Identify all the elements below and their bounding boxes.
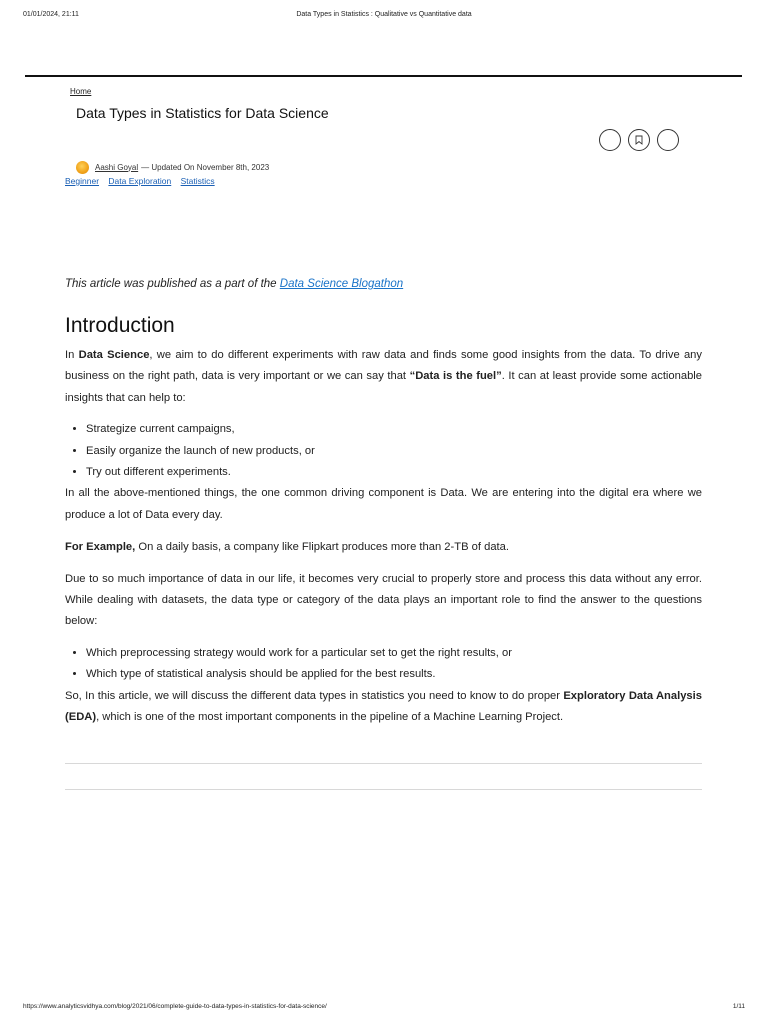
bold-text: “Data is the fuel” xyxy=(409,370,502,383)
author-link[interactable]: Aashi Goyal xyxy=(95,162,139,172)
bold-text: Data Science xyxy=(78,349,150,361)
list-item: • Which preprocessing strategy would work for a particular set to get the right results, or xyxy=(86,643,702,664)
blogathon-link[interactable]: Data Science Blogathon xyxy=(279,278,404,290)
text: In xyxy=(65,349,79,361)
breadcrumb-home-link[interactable]: Home xyxy=(70,87,92,96)
bookmark-button[interactable] xyxy=(628,129,650,151)
paragraph: In all the above-mentioned things, the one common driving component is Data. We are entering into the digital era where we produce a lot of Data every day. xyxy=(65,487,702,521)
blogathon-prefix: This article was published as a part of the xyxy=(65,278,280,290)
tag-list xyxy=(65,176,222,186)
paragraph xyxy=(65,345,702,409)
article-body xyxy=(65,345,702,729)
print-url: https://www.analyticsvidhya.com/blog/2021/06/complete-guide-to-data-types-in-statistics-for-data-science/ xyxy=(23,1003,327,1010)
author-row xyxy=(76,160,269,174)
bold-text: Exploratory Data Analysis (EDA) xyxy=(65,689,702,724)
article-actions xyxy=(599,129,679,151)
section-heading: Introduction xyxy=(65,314,175,337)
list-item: • Which type of statistical analysis should be applied for the best results. xyxy=(86,664,702,685)
avatar xyxy=(76,161,89,174)
bold-text: For Example, xyxy=(65,540,136,553)
tag-link[interactable]: Data Exploration xyxy=(108,176,172,186)
divider xyxy=(65,763,702,764)
divider xyxy=(65,789,702,790)
comment-button[interactable] xyxy=(657,129,679,151)
updated-date: — Updated On November 8th, 2023 xyxy=(141,162,270,172)
tag-link[interactable]: Beginner xyxy=(65,176,100,186)
text: So, In this article, we will discuss the different data types in statistics you need to know to do proper xyxy=(65,689,564,702)
text: , which is one of the most important components in the pipeline of a Machine Learning Project. xyxy=(96,711,564,724)
article-title: Data Types in Statistics for Data Science xyxy=(76,105,329,121)
blogathon-note xyxy=(65,278,403,290)
bookmark-icon xyxy=(635,135,643,145)
paragraph xyxy=(65,537,702,558)
paragraph: Due to so much importance of data in our life, it becomes very crucial to properly store and process this data without any error. While dealing with datasets, the data type or category of the data plays an important role to find the answer to the questions below: xyxy=(65,572,702,628)
bullet-list xyxy=(65,643,702,686)
text: On a daily basis, a company like Flipkart produces more than 2-TB of data. xyxy=(135,540,509,553)
print-doc-title: Data Types in Statistics : Qualitative vs Quantitative data xyxy=(296,11,472,18)
bullet-list xyxy=(65,419,702,483)
list-item: • Strategize current campaigns, xyxy=(86,419,702,440)
print-date: 01/01/2024, 21:11 xyxy=(23,11,79,18)
list-item: • Easily organize the launch of new products, or xyxy=(86,441,702,462)
share-button[interactable] xyxy=(599,129,621,151)
text: , we aim to do different experiments with raw data and finds some good insights from the data. To drive any business on the right path, data is very important or we can say that xyxy=(65,349,702,383)
header-divider xyxy=(25,75,742,77)
list-item: • Try out different experiments. xyxy=(86,462,702,483)
paragraph xyxy=(65,686,702,729)
page-number: 1/11 xyxy=(732,1003,745,1010)
tag-link[interactable]: Statistics xyxy=(180,176,215,186)
text: . It can at least provide some actionable insights that can help to: xyxy=(65,370,703,404)
